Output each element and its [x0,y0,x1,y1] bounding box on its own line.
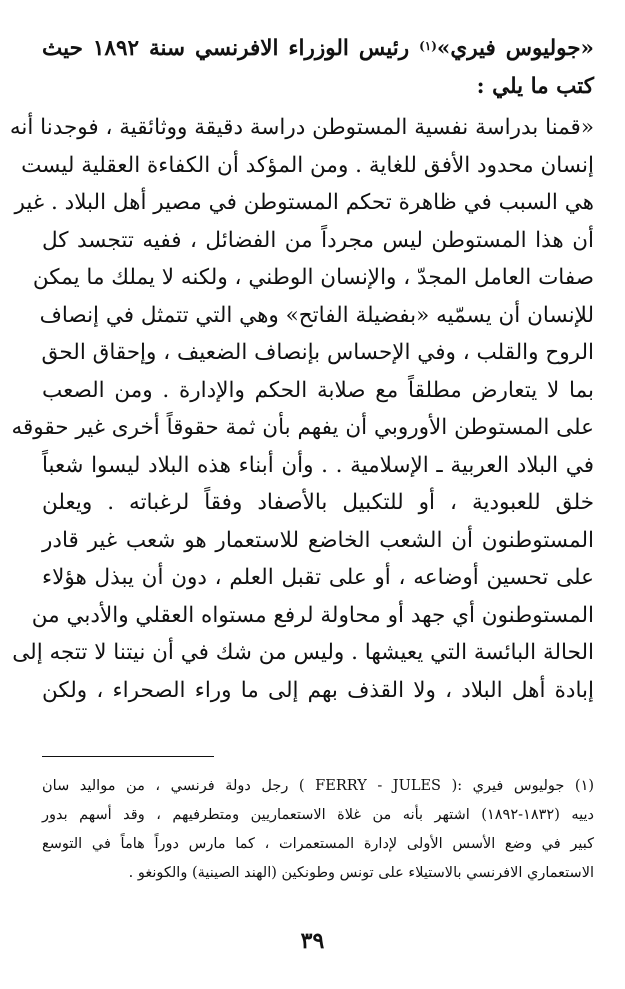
footnote-ref[interactable]: (١) [419,39,437,53]
footnote [42,772,594,888]
footnote-line-3: كبير في وضع الأسس الأولى لإدارة المستعمرات ، كما مارس دوراً هاماً في التوسع [42,836,594,852]
body-line: خلق للعبودية ، أو للتكبيل بالأصفاد وفقاً لرغباته . ويعلن [42,490,594,515]
footnote-line-1-start: (١) جوليوس فيري :( [451,778,595,794]
body-line: للإنسان أن يسمّيه «بفضيلة الفاتح» وهي التي تتمثل في إنصاف [39,302,594,328]
footnote-line-1-end: ) رجل دولة فرنسي ، من مواليد سان [42,778,305,794]
body-line: إبادة أهل البلاد ، ولا القذف بهم إلى ما وراء الصحراء ، ولكن [42,677,594,703]
footnote-divider [42,756,214,757]
intro-line-1-text: رئيس الوزراء الافرنسي سنة ١٨٩٢ حيث [42,36,420,61]
body-line: على المستوطن الأوروبي أن يفهم بأن ثمة حقوقاً أخرى غير حقوقه [11,415,594,440]
body-line: الروح والقلب ، وفي الإحساس بإنصاف الضعيف ، وإحقاق الحق [41,340,594,365]
footnote-line-2: دييه (١٨٣٢-١٨٩٢) اشتهر بأنه من غلاة الاستعماريين ومتطرفيهم ، وقد أسهم بدور [42,807,594,823]
body-line: على تحسين أوضاعه ، أو على تقبل العلم ، دون أن يبذل هؤلاء [42,565,594,590]
page-number: ٣٩ [300,928,325,954]
body-line: بما لا يتعارض مطلقاً مع صلابة الحكم والإدارة . ومن الصعب [42,377,594,403]
body-line: الحالة البائسة التي يعيشها . وليس من شك في أن نيتنا لا تتجه إلى [12,640,594,665]
footnote-line-4: الاستعماري الافرنسي بالاستيلاء على تونس وطونكين (الهند الصينية) والكونغو . [128,865,594,881]
intro-line-1 [42,30,594,68]
body-line: المستوطنون أن الشعب الخاضع للاستعمار هو شعب غير قادر [42,527,594,553]
body-line: في البلاد العربية ـ الإسلامية . . وأن أبناء هذه البلاد ليسوا شعباً [42,452,594,478]
body-line: إنسان محدود الأفق للغاية . ومن المؤكد أن الكفاءة العقلية ليست [21,152,594,178]
body-line: أن هذا المستوطن ليس مجرداً من الفضائل ، ففيه تتجسد كل [42,227,594,253]
body-line: «قمنا بدراسة نفسية المستوطن دراسة دقيقة ووثائقية ، فوجدنا أنه [9,115,594,140]
intro-line-2: كتب ما يلي : [476,73,594,99]
footnote-line-1 [42,772,594,801]
quote-paragraph [9,109,594,709]
body-line: صفات العامل المجدّ ، والإنسان الوطني ، ولكنه لا يملك ما يمكن [32,265,594,290]
body-line: هي السبب في ظاهرة تحكم المستوطن في مصير أهل البلاد . غير [14,190,594,215]
body-line: المستوطنون أي جهد أو محاولة لرفع مستواه العقلي والأدبي من [31,602,594,628]
intro-paragraph [42,30,594,105]
intro-quoted-name: «جوليوس فيري» [436,36,594,61]
footnote-latin-name: FERRY - JULES [315,778,441,794]
